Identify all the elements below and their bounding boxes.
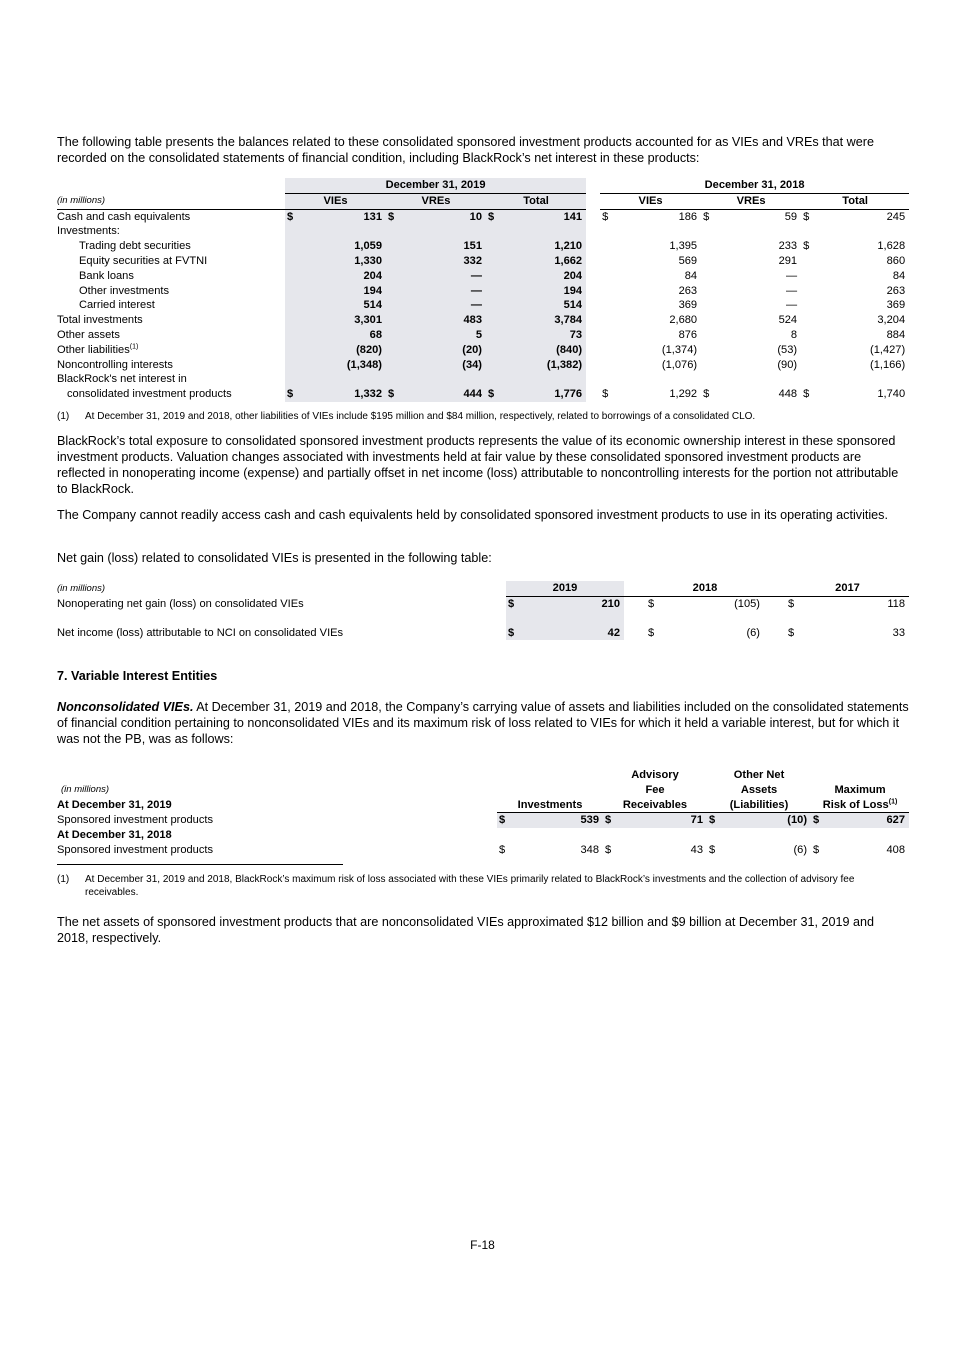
table-row: Other liabilities$^{(1)}$ (820) (20) (840) (1,374) (53) (1,427) <box>57 343 906 356</box>
net-gain-table <box>57 581 909 640</box>
table-row: consolidated investment products $ 1,332 $ 444 $ 1,776 $ 1,292 $ 448 $ 1,740 <box>67 388 906 401</box>
table1-year-header-row <box>57 178 909 193</box>
table-row: Sponsored investment products $ 348 $ 43 $ (6) $ 408 <box>57 843 906 856</box>
table2-header-row <box>57 581 909 596</box>
table3-header-row-3: At December 31, 2019 Investments Receivables (Liabilities) Risk of Loss$^{(1)}$ <box>57 798 909 813</box>
exposure-paragraph: BlackRock’s total exposure to consolidated sponsored investment products represents the value of its economic ownership interest in these sponsored investment products. Valuation changes associated with investments held at fair value by these consolidated sponsored investment products are reflected in nonoperating income (expense) and partially offset in net income (loss) attributable to noncontrolling interests for the portion not attributable to BlackRock. <box>57 434 899 496</box>
footnote-divider <box>57 864 343 865</box>
table-row: Cash and cash equivalents $ 131 $ 10 $ 141 $ 186 $ 59 $ 245 <box>57 210 906 223</box>
footnote-number: (1) <box>57 874 70 885</box>
table-row: Other investments 194 — 194 263 — 263 <box>79 284 906 297</box>
table-row: Other assets 68 5 73 876 8 884 <box>57 328 906 341</box>
col-vres-2019: VREs <box>386 193 486 209</box>
table-row: Equity securities at FVTNI 1,330 332 1,662 569 291 860 <box>79 254 906 267</box>
row-header-2019: At December 31, 2019 <box>57 799 172 812</box>
footnote-text: At December 31, 2019 and 2018, other liabilities of VIEs include $195 million and $84 million, respectively, related to borrowings of a consolidated CLO. <box>85 411 756 422</box>
table-row: Carried interest 514 — 514 369 — 369 <box>79 299 906 312</box>
units-label: (in millions) <box>57 582 106 594</box>
nonconsolidated-text: At December 31, 2019 and 2018, the Company’s carrying value of assets and liabilities included on the consolidated statements of financial condition pertaining to nonconsolidated VIEs and its maximum risk of loss related to VIEs for which it held a variable interest, but for which it was not the PB, was as follows: <box>57 700 909 746</box>
col-vies-2019: VIEs <box>285 193 386 209</box>
cash-paragraph: The Company cannot readily access cash and cash equivalents held by consolidated sponsored investment products to use in its operating activities. <box>57 508 888 522</box>
header-2018: December 31, 2018 <box>600 178 909 193</box>
col-vres-2018: VREs <box>701 193 801 209</box>
col-vies-2018: VIEs <box>600 193 701 209</box>
nonconsolidated-paragraph <box>57 699 909 747</box>
table3-row-2018-header <box>57 828 909 843</box>
nonconsolidated-lead: Nonconsolidated VIEs. <box>57 700 194 714</box>
table-row: Bank loans 204 — 204 84 — 84 <box>79 269 906 282</box>
col-2018: 2018 <box>646 581 764 596</box>
table-row: Sponsored investment products $ 539 $ 71 $ (10) $ 627 <box>57 813 909 828</box>
row-header-2018: At December 31, 2018 <box>57 829 172 842</box>
col-investments: Investments <box>497 798 603 813</box>
table3-header-row-1: Advisory Other Net <box>631 769 785 781</box>
footnote-number: (1) <box>57 411 70 422</box>
col-total-2019: Total <box>486 193 586 209</box>
table-row: Noncontrolling interests (1,348) (34) (1,382) (1,076) (90) (1,166) <box>57 358 906 371</box>
net-gain-intro: Net gain (loss) related to consolidated VIEs is presented in the following table: <box>57 551 492 565</box>
header-2019: December 31, 2019 <box>285 178 586 193</box>
table3-header-row-2: (in millions) Fee Assets Maximum <box>57 783 909 798</box>
table3-footnote <box>57 873 909 901</box>
consolidated-products-table <box>57 178 909 402</box>
table-row: Trading debt securities 1,059 151 1,210 1,395 233 $ 1,628 <box>79 240 906 253</box>
col-2017: 2017 <box>786 581 909 596</box>
col-2019: 2019 <box>506 581 624 596</box>
units-label: (in millions) <box>57 193 285 209</box>
table-row: Net income (loss) attributable to NCI on consolidated VIEs $ 42 $ (6) $ 33 <box>57 626 905 639</box>
col-total-2018: Total <box>801 193 909 209</box>
footnote-text: At December 31, 2019 and 2018, BlackRock’s maximum risk of loss associated with these VIEs primarily related to BlackRock’s investments and the collection of advisory fee receivables. <box>85 874 855 898</box>
intro-paragraph: The following table presents the balances related to these consolidated sponsored investment products accounted for as VIEs and VREs that were recorded on the consolidated statements of financial condition, including BlackRock’s net interest in these products: <box>57 135 874 165</box>
section-heading: 7. Variable Interest Entities <box>57 669 218 683</box>
net-assets-paragraph: The net assets of sponsored investment products that are nonconsolidated VIEs approximated $12 billion and $9 billion at December 31, 2019 and 2018, respectively. <box>57 915 875 945</box>
table-row: BlackRock's net interest in <box>57 372 909 387</box>
table-row: Nonoperating net gain (loss) on consolidated VIEs $ 210 $ (105) $ 118 <box>57 597 905 610</box>
units-label: (in millions) <box>61 783 110 795</box>
page-number: F-18 <box>470 1238 495 1252</box>
table-row: Investments: <box>57 224 909 239</box>
table-row: Total investments 3,301 483 3,784 2,680 524 3,204 <box>57 314 906 327</box>
nonconsolidated-vies-table <box>57 768 909 858</box>
table1-column-header-row <box>57 193 909 209</box>
